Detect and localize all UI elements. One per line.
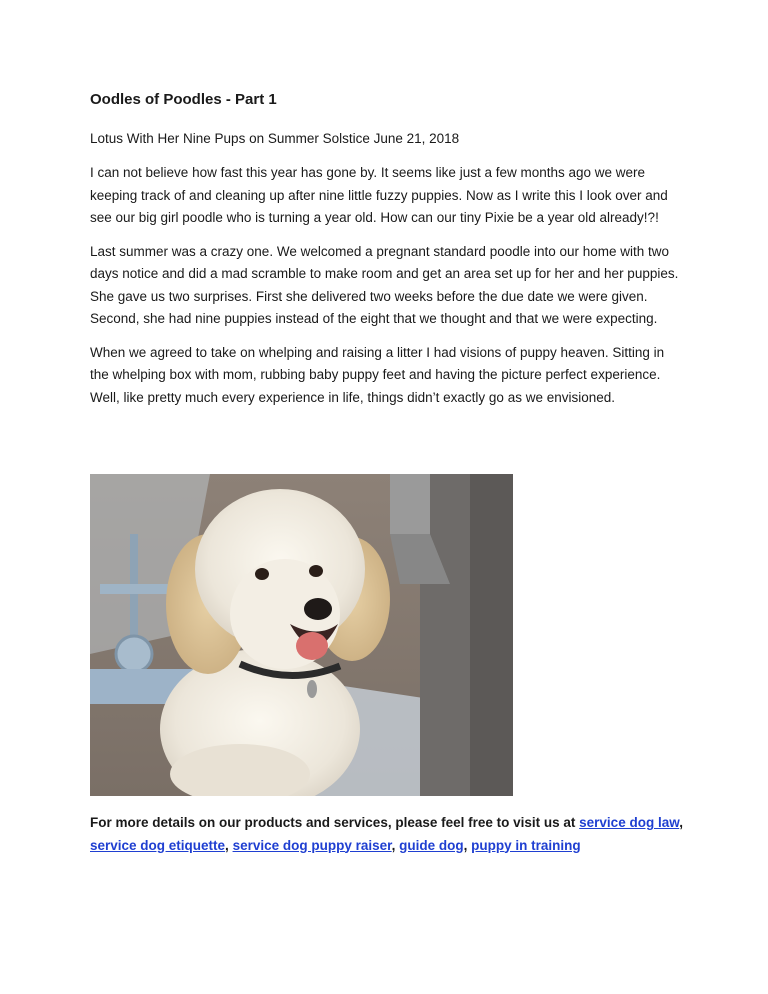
separator: , (391, 837, 400, 853)
link-service-dog-law[interactable]: service dog law (579, 815, 680, 830)
poodle-image-icon (90, 474, 513, 796)
document-body (90, 90, 680, 420)
link-service-dog-puppy-raiser[interactable]: service dog puppy raiser (232, 837, 392, 853)
footer-intro: For more details on our products and services, please feel free to visit us at (90, 815, 580, 830)
footer-links (90, 812, 690, 857)
paragraph-1: I can not believe how fast this year has gone by. It seems like just a few months ago we were keeping track of and cleaning up after nine little fuzzy puppies. Now as I write this I look over and see our big girl poodle who is turning a year old. How can our tiny Pixie be a year old already!?! (90, 165, 668, 225)
separator: , (463, 837, 472, 853)
separator: , (225, 837, 233, 853)
link-puppy-in-training[interactable]: puppy in training (471, 837, 581, 853)
separator: , (679, 815, 683, 830)
page-subtitle: Lotus With Her Nine Pups on Summer Solstice June 21, 2018 (90, 131, 460, 146)
link-service-dog-etiquette[interactable]: service dog etiquette (90, 837, 226, 853)
link-guide-dog[interactable]: guide dog (399, 837, 464, 853)
poodle-photo (90, 474, 513, 796)
paragraph-2: Last summer was a crazy one. We welcomed a pregnant standard poodle into our home with two days notice and did a mad scramble to make room and get an area set up for her and her puppies. She gave us two surprises. First she delivered two weeks before the due date we were given. Second, she had nine puppies instead of the eight that we thought and that we were expecting. (90, 243, 679, 326)
paragraph-3: When we agreed to take on whelping and raising a litter I had visions of puppy heaven. Sitting in the whelping box with mom, rubbing baby puppy feet and having the picture perfect experience. Well, like pretty much every experience in life, things didn’t exactly go as we envisioned. (90, 344, 665, 405)
page-title: Oodles of Poodles - Part 1 (90, 91, 277, 108)
